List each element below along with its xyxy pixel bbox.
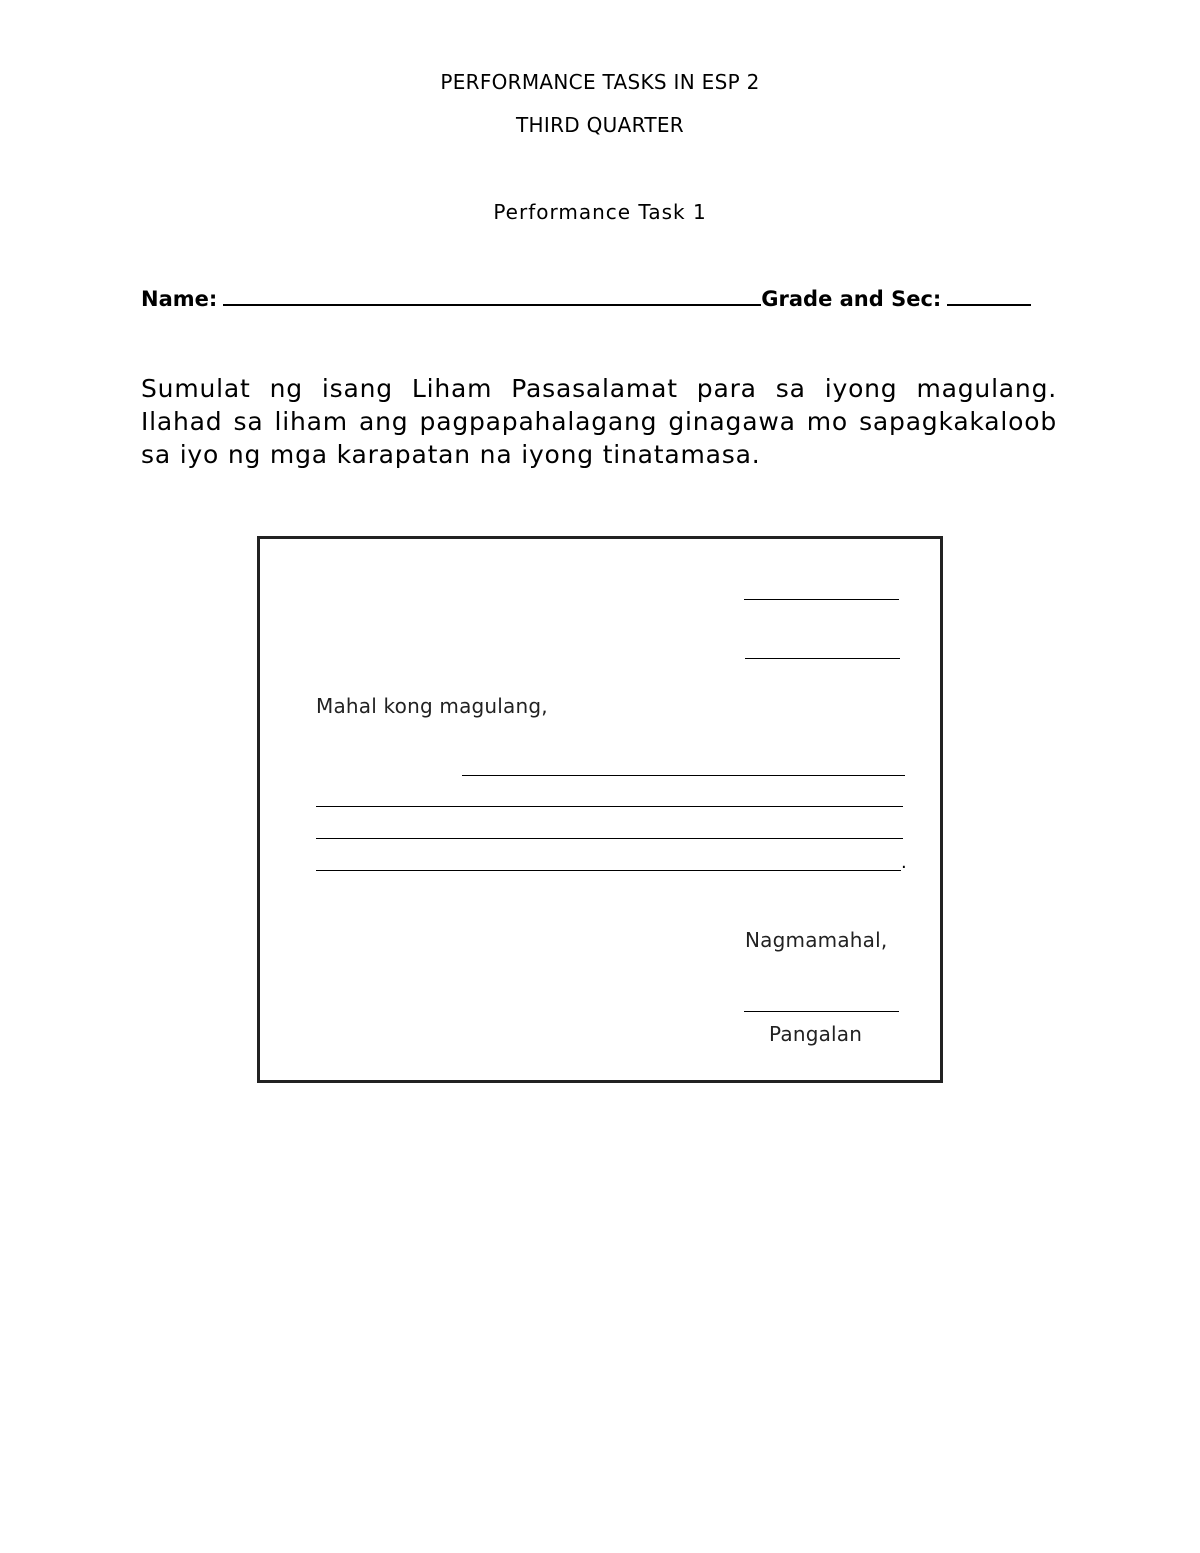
student-info-row bbox=[141, 284, 1051, 311]
grade-section-label: Grade and Sec: bbox=[761, 287, 942, 311]
body-line-4[interactable] bbox=[316, 870, 901, 871]
signature-label: Pangalan bbox=[769, 1022, 863, 1046]
page-title: PERFORMANCE TASKS IN ESP 2 bbox=[440, 70, 760, 94]
body-line-2[interactable] bbox=[316, 806, 903, 807]
grade-section-field[interactable] bbox=[947, 284, 1031, 306]
salutation: Mahal kong magulang, bbox=[316, 694, 548, 718]
body-line-1[interactable] bbox=[462, 775, 905, 776]
task-title: Performance Task 1 bbox=[493, 200, 707, 224]
quarter-subtitle: THIRD QUARTER bbox=[516, 113, 684, 137]
name-label: Name: bbox=[141, 287, 218, 311]
date-line[interactable] bbox=[744, 599, 899, 600]
signature-line[interactable] bbox=[744, 1011, 899, 1012]
body-end-period: . bbox=[901, 852, 907, 873]
body-line-3[interactable] bbox=[316, 838, 903, 839]
closing: Nagmamahal, bbox=[745, 928, 888, 952]
instructions-text: Sumulat ng isang Liham Pasasalamat para sa iyong magulang. Ilahad sa liham ang pagpapahalagang ginagawa mo sapagkakaloob sa iyo ng mga karapatan na iyong tinatamasa. bbox=[141, 374, 1057, 469]
letter-template bbox=[257, 536, 943, 1083]
name-field[interactable] bbox=[223, 284, 761, 306]
address-line[interactable] bbox=[745, 658, 900, 659]
